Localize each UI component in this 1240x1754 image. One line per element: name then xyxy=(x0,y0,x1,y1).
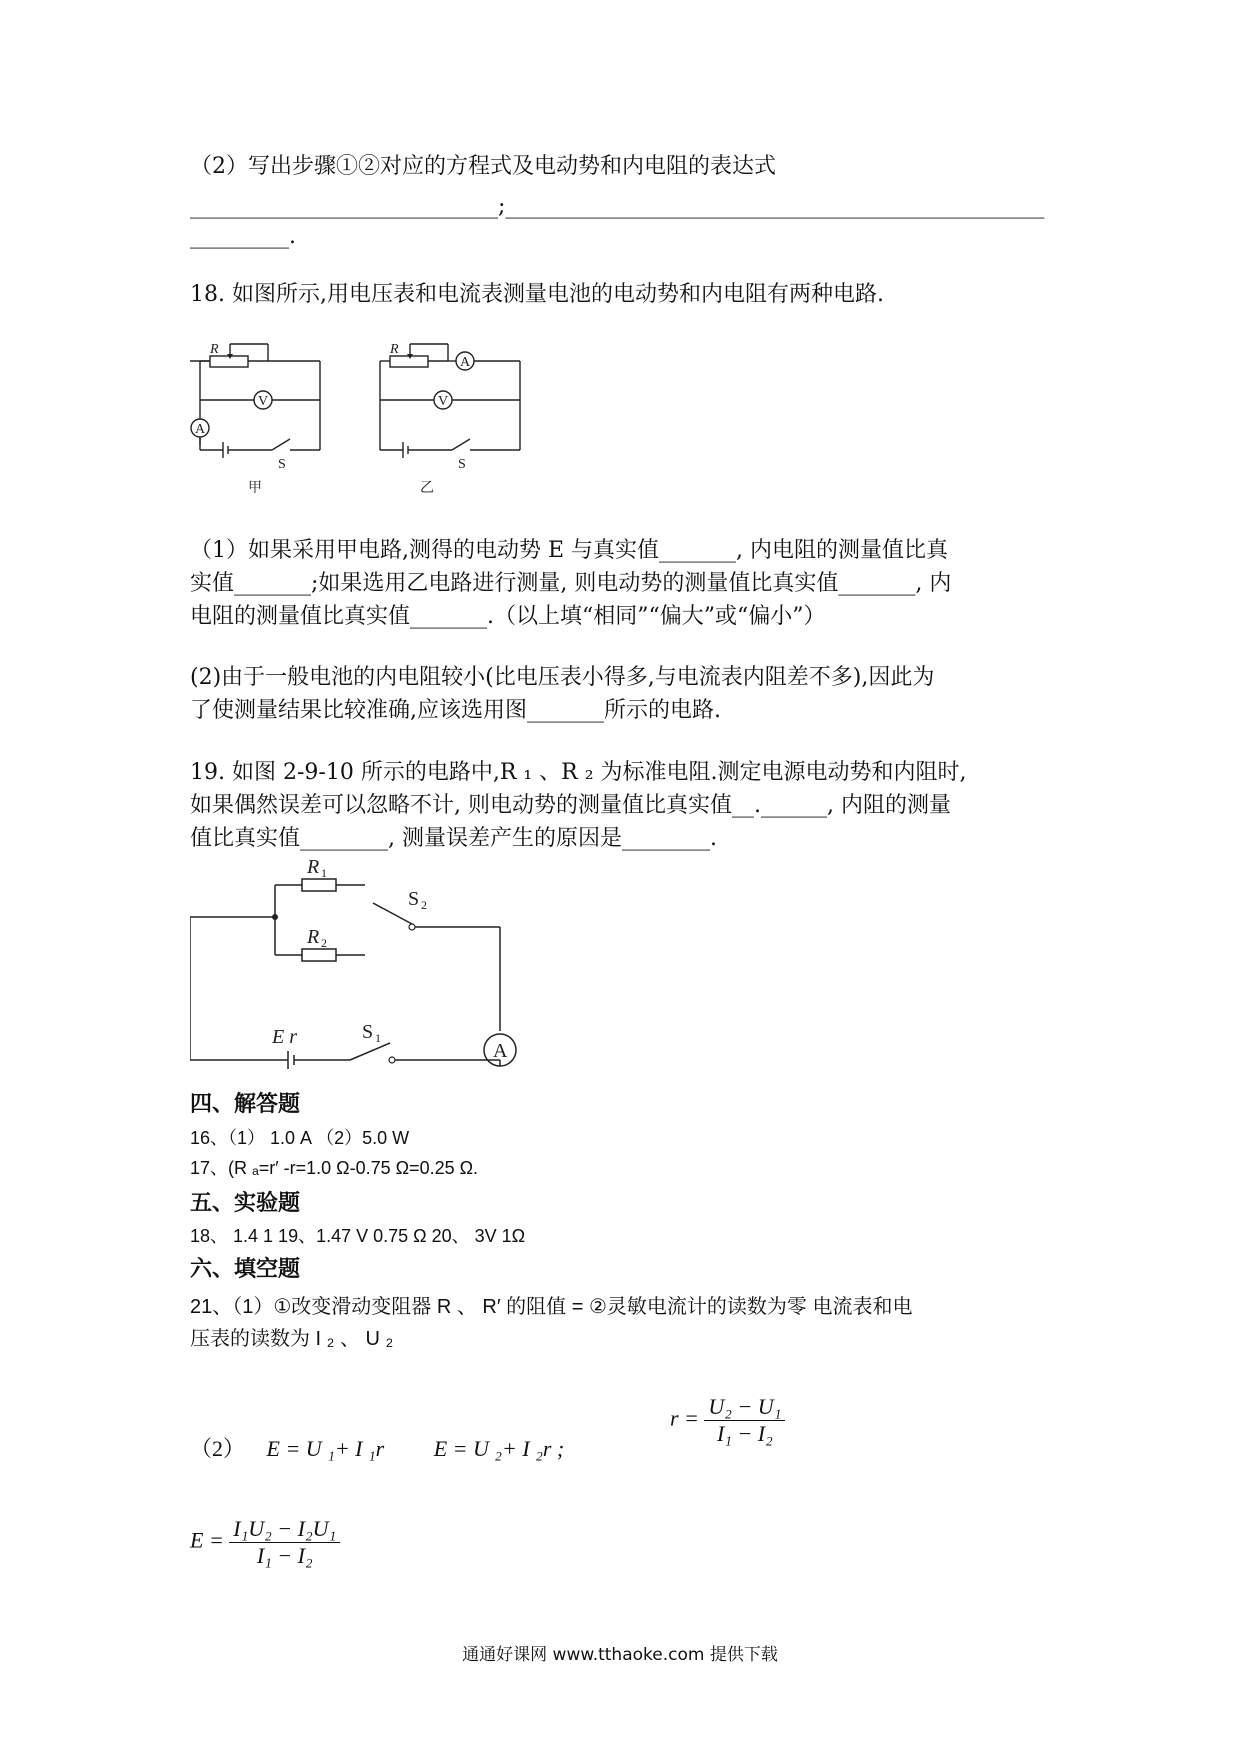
e-formula-denominator: I₁ − I₂ xyxy=(256,1543,313,1568)
s1-sub: 1 xyxy=(375,1031,381,1045)
q19-line3: 值比真实值________, 测量误差产生的原因是________. xyxy=(190,826,717,851)
s2-sub: 2 xyxy=(421,898,427,912)
s2-label: S xyxy=(408,888,420,910)
q18-p2-line1: (2)由于一般电池的内电阻较小(比电压表小得多,与电流表内阻差不多),因此为 xyxy=(190,665,935,690)
q18-stem: 18. 如图所示,用电压表和电流表测量电池的电动势和内电阻有两种电路. xyxy=(190,282,884,307)
answer-18-20: 18、 1.4 1 19、1.47 V 0.75 Ω 20、 3V 1Ω xyxy=(190,1226,526,1246)
q18-p1-line1: （1）如果采用甲电路,测得的电动势 E 与真实值_______, 内电阻的测量值比真 xyxy=(190,538,949,563)
r-formula-lhs: r = xyxy=(670,1405,699,1431)
answer-17: 17、(R ₐ=r′ -r=1.0 Ω-0.75 Ω=0.25 Ω. xyxy=(190,1158,479,1178)
emf-label: E r xyxy=(272,1026,297,1048)
answer-21-line1: 21、（1）①改变滑动变阻器 R 、 R′ 的阻值 = ②灵敏电流计的读数为零 电流表和电 xyxy=(190,1296,913,1318)
r-formula-denominator: I₁ − I₂ xyxy=(716,1421,773,1446)
answer-21-part2 xyxy=(190,1432,564,1463)
r-formula xyxy=(670,1394,785,1447)
ammeter-label: A xyxy=(493,1040,508,1062)
r2-sub: 2 xyxy=(321,936,327,950)
equation-2: E = U ₂+ I ₂r ; xyxy=(433,1436,565,1461)
q17-blank-line1: ____________________________;_________________________________________________ xyxy=(190,194,1045,219)
yi-caption: 乙 xyxy=(420,481,434,496)
jia-switch-label: S xyxy=(278,457,286,472)
e-formula xyxy=(190,1516,340,1569)
yi-ammeter-label: A xyxy=(460,355,471,370)
answer-21-line2: 压表的读数为 I ₂ 、 U ₂ xyxy=(190,1328,394,1350)
equation-1: E = U ₁+ I ₁r xyxy=(266,1436,385,1461)
section-4-heading: 四、解答题 xyxy=(190,1092,301,1117)
circuit-figure-2-9-10 xyxy=(190,855,520,1070)
r2-label: R xyxy=(307,926,320,948)
part2-label: （2） xyxy=(190,1436,246,1461)
section-5-heading: 五、实验题 xyxy=(190,1191,301,1216)
e-formula-lhs: E = xyxy=(190,1527,224,1553)
answer-16: 16、（1） 1.0 A （2）5.0 W xyxy=(190,1128,410,1148)
section-6-heading: 六、填空题 xyxy=(190,1257,301,1282)
circuit-figure-jia-yi xyxy=(190,340,550,500)
r-formula-numerator: U₂ − U₁ xyxy=(708,1394,782,1419)
jia-ammeter-label: A xyxy=(195,422,206,437)
q17-part2: （2）写出步骤①②对应的方程式及电动势和内电阻的表达式 xyxy=(190,154,776,179)
q17-blank-line2: _________. xyxy=(190,224,296,249)
yi-switch-label: S xyxy=(458,457,466,472)
r1-label: R xyxy=(307,856,320,878)
q19-line2: 如果偶然误差可以忽略不计, 则电动势的测量值比真实值__.______, 内阻的测量 xyxy=(190,793,951,818)
s1-label: S xyxy=(362,1021,374,1043)
jia-resistor-label: R xyxy=(210,342,219,357)
q18-p1-line2: 实值_______;如果选用乙电路进行测量, 则电动势的测量值比真实值_______, 内 xyxy=(190,571,952,596)
yi-resistor-label: R xyxy=(390,342,399,357)
q19-line1: 19. 如图 2-9-10 所示的电路中,R ₁ 、R ₂ 为标准电阻.测定电源电动势和内阻时, xyxy=(190,760,967,785)
page-footer: 通通好课网 www.tthaoke.com 提供下载 xyxy=(462,1645,778,1665)
q18-p2-line2: 了使测量结果比较准确,应该选用图_______所示的电路. xyxy=(190,698,721,723)
yi-voltmeter-label: V xyxy=(438,394,449,409)
jia-caption: 甲 xyxy=(248,481,262,496)
r1-sub: 1 xyxy=(321,866,327,880)
e-formula-numerator: I₁U₂ − I₂U₁ xyxy=(233,1516,337,1541)
q18-p1-line3: 电阻的测量值比真实值_______.（以上填“相同”“偏大”或“偏小”） xyxy=(190,604,826,629)
jia-voltmeter-label: V xyxy=(258,394,269,409)
